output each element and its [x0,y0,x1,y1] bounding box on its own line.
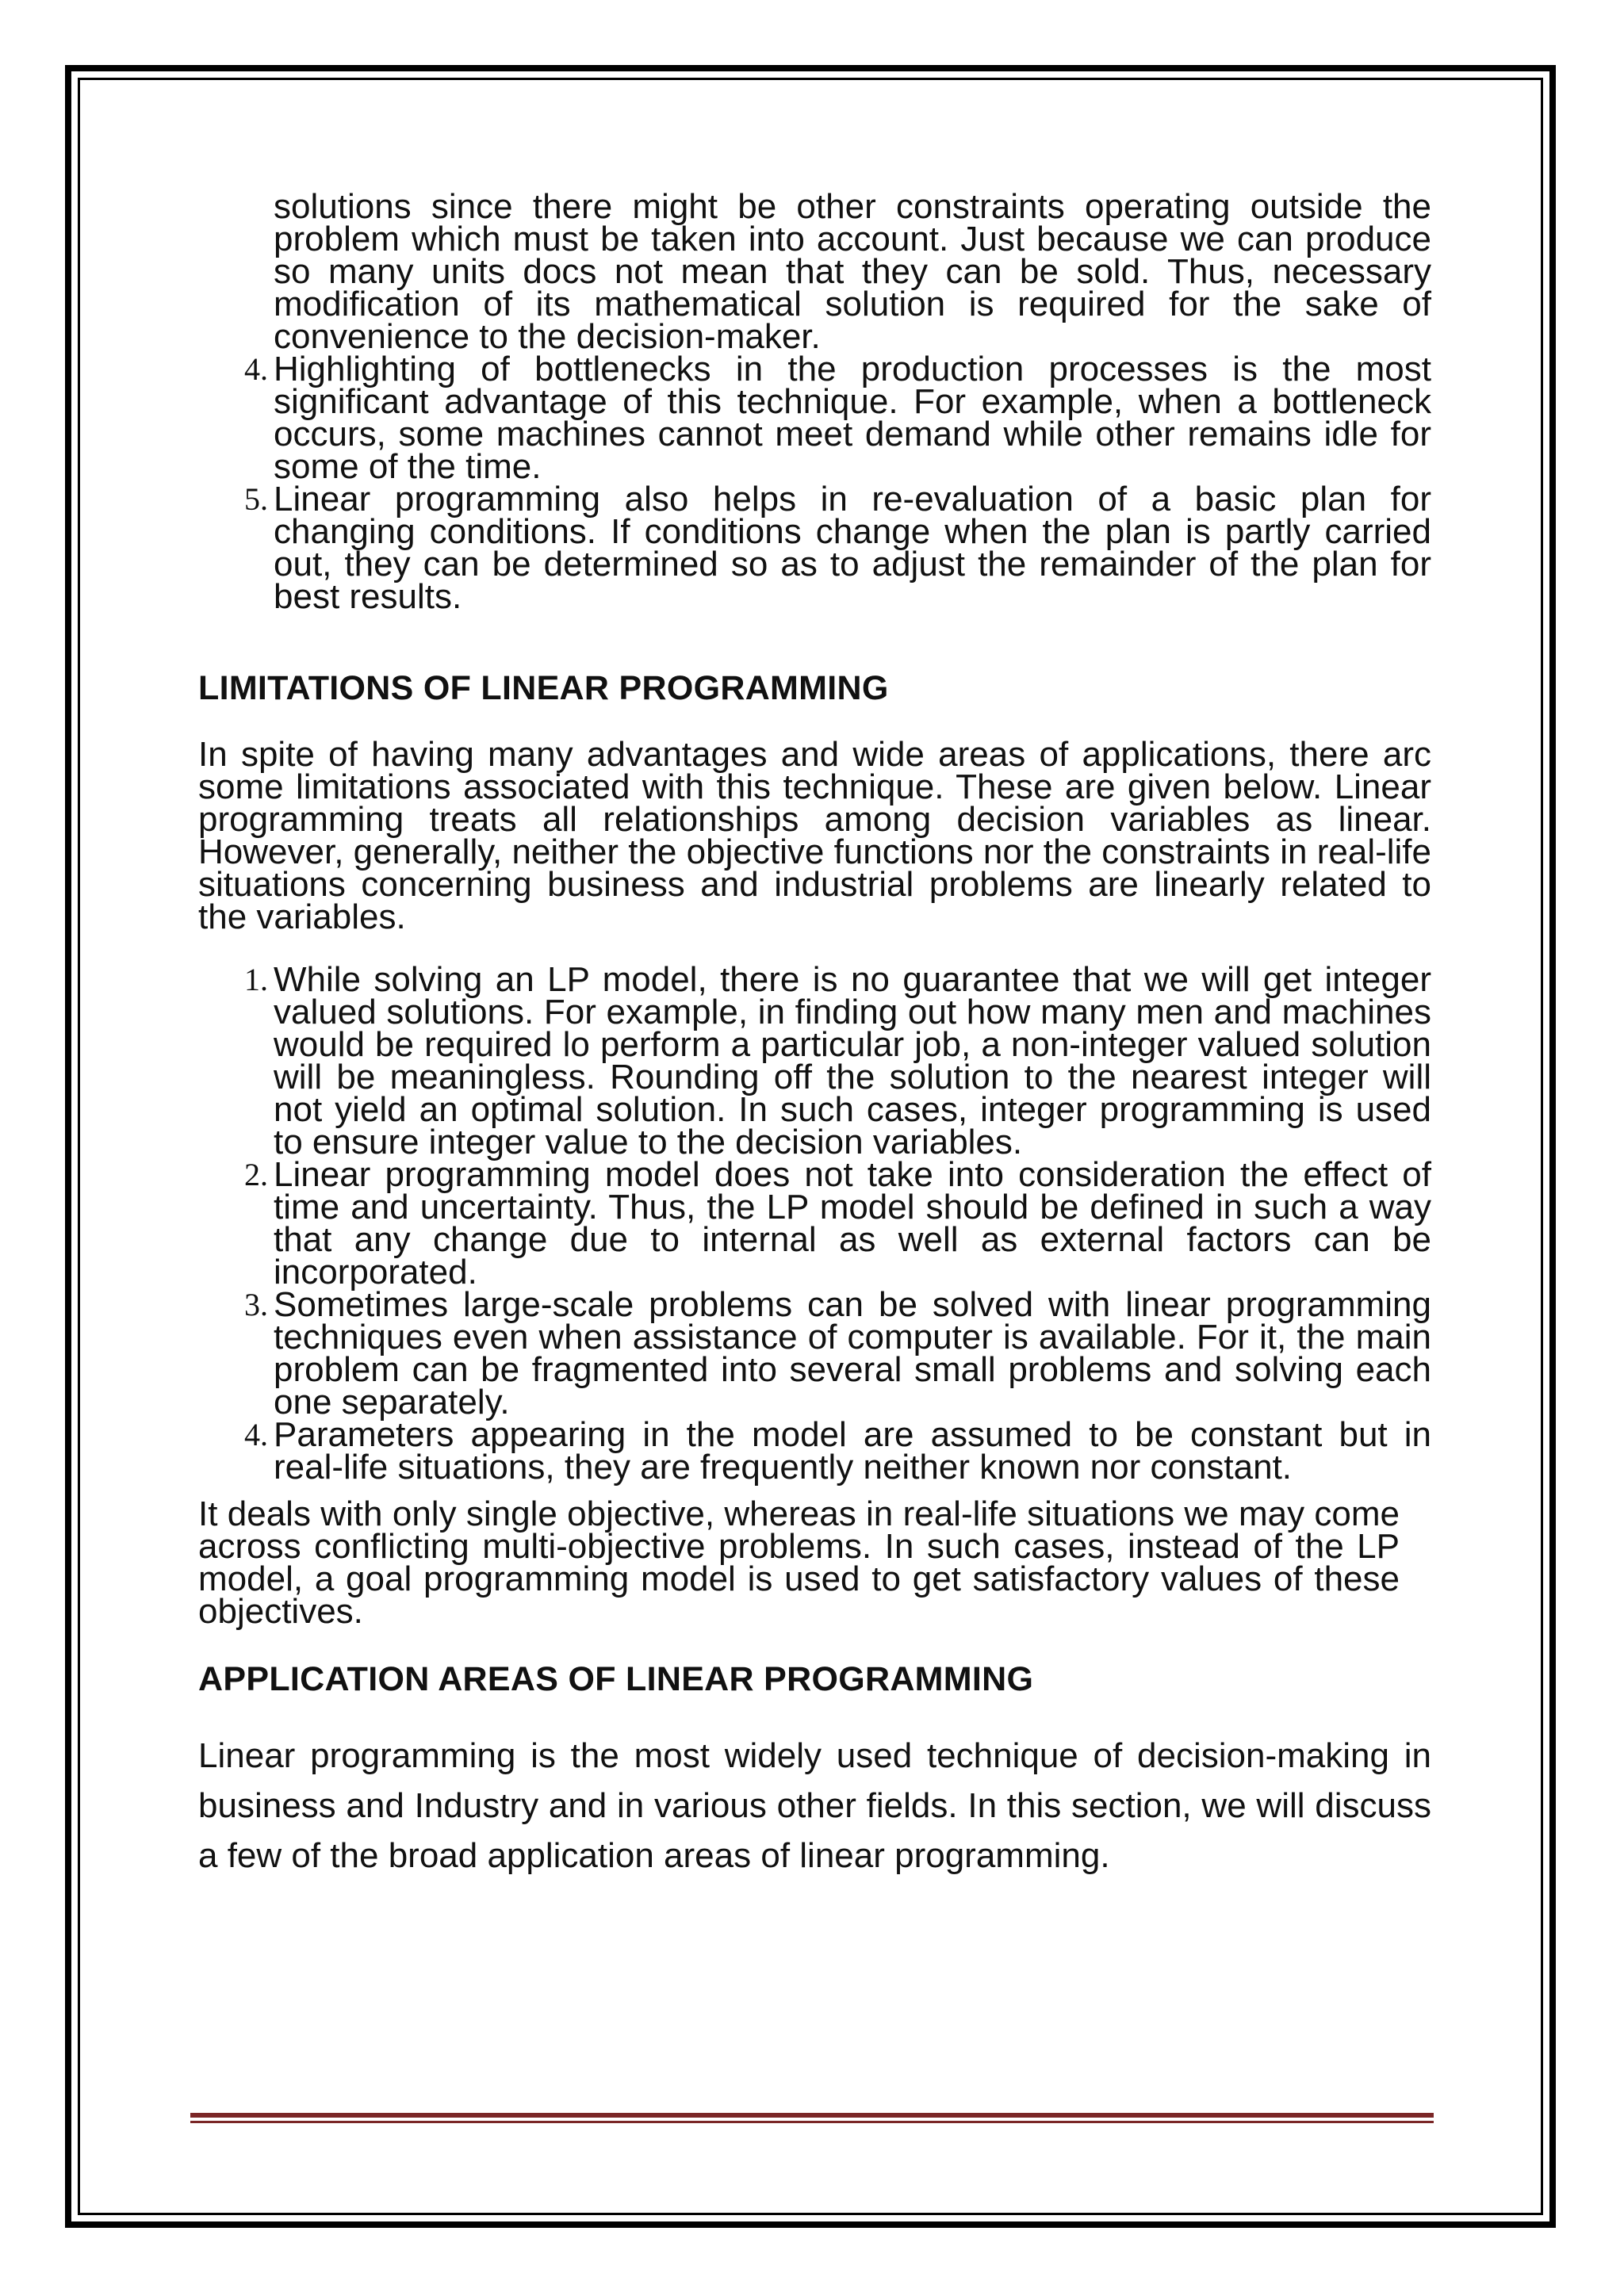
list-item-number: 3. [244,1287,268,1322]
list-item-text: Highlighting of bottlenecks in the production processes is the most significant advantage of this technique. For example, when a bottleneck occurs, some machines cannot meet demand while other remains idle for some of the time. [274,350,1431,486]
applications-heading: APPLICATION AREAS OF LINEAR PROGRAMMING [198,1660,1034,1698]
list-item-number: 1. [244,962,268,997]
list-item [198,480,1431,616]
list-item [198,1285,1431,1422]
list-item-text: While solving an LP model, there is no guarantee that we will get integer valued solutions. For example, in finding out how many men and machines would be required lo perform a particular job, a non-integer valued solution will be meaningless. Rounding off the solution to the nearest integer will not yield an optimal solution. In such cases, integer programming is used to ensure integer value to the decision variables. [274,960,1431,1161]
advantages-list [198,350,1431,616]
list-item-number: 4. [244,1417,268,1452]
list-item [198,960,1431,1161]
limitations-closing: It deals with only single objective, whereas in real-life situations we may come across conflicting multi-objective problems. In such cases, instead of the LP model, a goal programming model is used to get satisfactory values of these objectives. [198,1494,1400,1631]
list-item-text: Sometimes large-scale problems can be solved with linear programming techniques even when assistance of computer is available. For it, the main problem can be fragmented into several small problems and solving each one separately. [274,1285,1431,1422]
list-item-text: Linear programming also helps in re-evaluation of a basic plan for changing conditions. If conditions change when the plan is partly carried out, they can be determined so as to adjust the remainder of the plan for best results. [274,480,1431,616]
list-item [198,1155,1431,1292]
list-item-number: 2. [244,1157,268,1192]
list-item-text: Parameters appearing in the model are assumed to be constant but in real-life situations, they are frequently neither known nor constant. [274,1415,1431,1487]
list-item-text: Linear programming model does not take into consideration the effect of time and uncertainty. Thus, the LP model should be defined in such a way that any change due to internal as well as external factors can be incorporated. [274,1155,1431,1292]
footer-rule [190,2113,1434,2118]
footer-rule-thin [190,2121,1434,2123]
limitations-intro: In spite of having many advantages and wide areas of applications, there arc some limitations associated with this technique. These are given below. Linear programming treats all relationships among decision variables as linear. However, generally, neither the objective functions nor the constraints in real-life situations concerning business and industrial problems are linearly related to the variables. [198,735,1431,936]
applications-paragraph: Linear programming is the most widely used technique of decision-making in business and Industry and in various other fields. In this section, we will discuss a few of the broad application areas of linear programming. [198,1736,1431,1875]
list-item-number: 5. [244,481,268,517]
list-item [198,350,1431,486]
intro-paragraph: solutions since there might be other constraints operating outside the problem which must be taken into account. Just because we can produce so many units docs not mean that they can be sold. Thus, necessary modification of its mathematical solution is required for the sake of convenience to the decision-maker. [274,187,1431,356]
limitations-list [198,960,1431,1487]
list-item [198,1415,1431,1487]
page-content [198,187,1431,1881]
limitations-heading: LIMITATIONS OF LINEAR PROGRAMMING [198,669,889,707]
list-item-number: 4. [244,351,268,387]
